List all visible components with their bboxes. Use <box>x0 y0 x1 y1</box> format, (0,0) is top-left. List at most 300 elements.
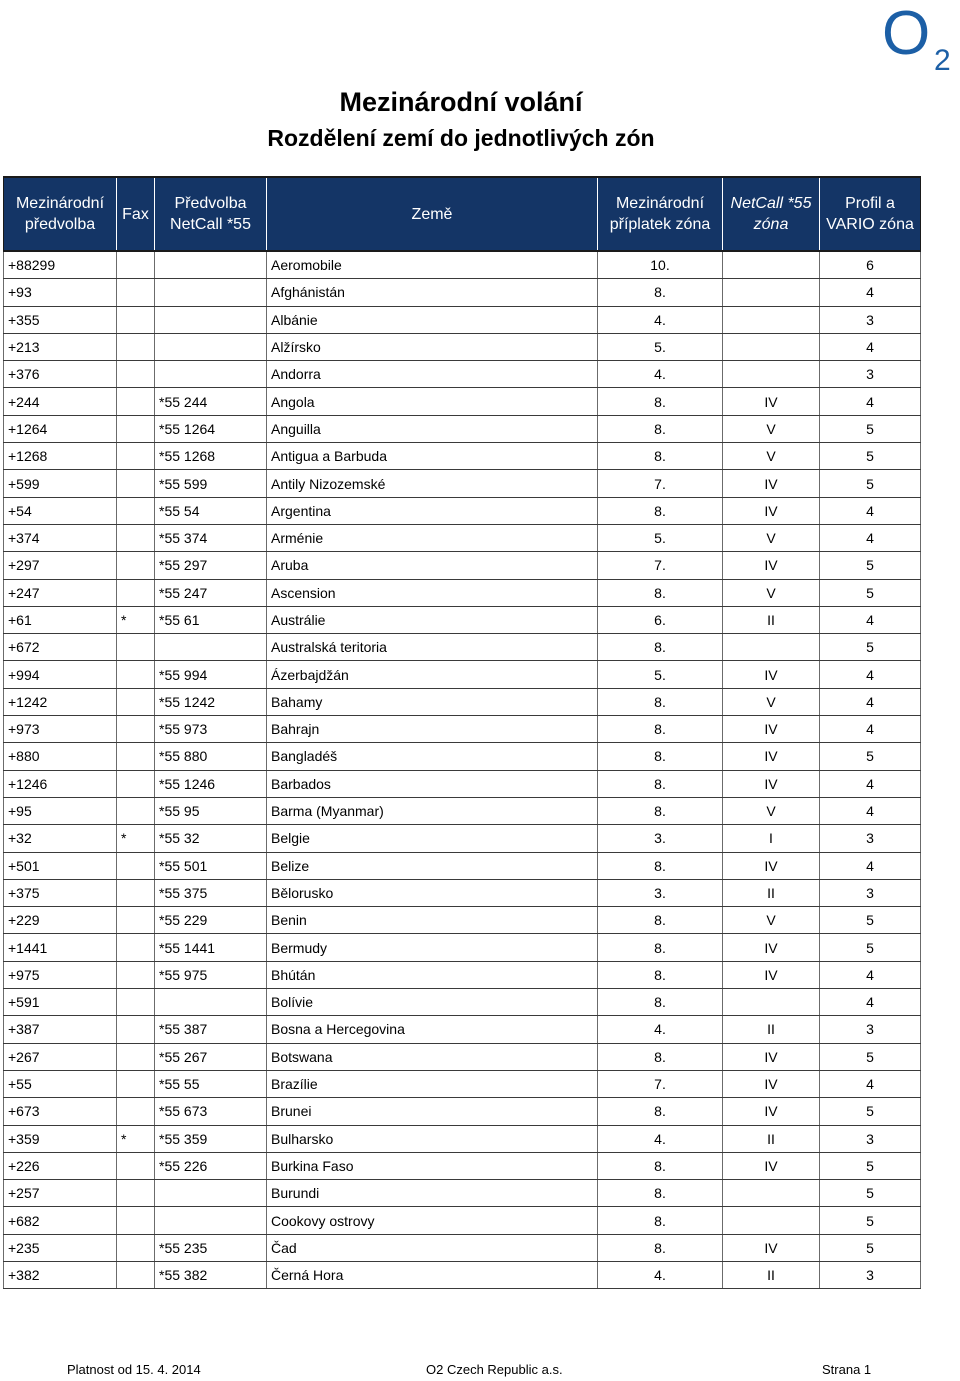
cell-vario-zone: 3 <box>820 825 921 852</box>
cell-prefix: +1264 <box>4 415 117 442</box>
cell-netcall-zone <box>723 361 820 388</box>
table-row <box>4 1152 921 1179</box>
cell-fax <box>117 1098 155 1125</box>
cell-fax <box>117 852 155 879</box>
cell-surcharge-zone: 5. <box>598 524 723 551</box>
cell-prefix: +376 <box>4 361 117 388</box>
cell-netcall-zone: IV <box>723 1152 820 1179</box>
cell-vario-zone: 3 <box>820 306 921 333</box>
table-row <box>4 1043 921 1070</box>
cell-country: Čad <box>267 1234 598 1261</box>
col-header-netcall-zone: NetCall *55 zóna <box>723 177 820 251</box>
cell-country: Brazílie <box>267 1070 598 1097</box>
cell-netcall-zone: IV <box>723 1043 820 1070</box>
cell-prefix: +88299 <box>4 251 117 279</box>
cell-surcharge-zone: 4. <box>598 1261 723 1288</box>
cell-vario-zone: 5 <box>820 743 921 770</box>
cell-netcall-prefix: *55 501 <box>155 852 267 879</box>
cell-vario-zone: 4 <box>820 524 921 551</box>
cell-netcall-prefix: *55 61 <box>155 606 267 633</box>
cell-vario-zone: 4 <box>820 606 921 633</box>
table-row <box>4 333 921 360</box>
table-row <box>4 1016 921 1043</box>
cell-netcall-zone: IV <box>723 961 820 988</box>
cell-prefix: +382 <box>4 1261 117 1288</box>
cell-surcharge-zone: 4. <box>598 361 723 388</box>
cell-prefix: +501 <box>4 852 117 879</box>
cell-vario-zone: 3 <box>820 1016 921 1043</box>
cell-prefix: +226 <box>4 1152 117 1179</box>
cell-country: Belize <box>267 852 598 879</box>
cell-prefix: +880 <box>4 743 117 770</box>
cell-netcall-zone: II <box>723 1125 820 1152</box>
cell-prefix: +95 <box>4 797 117 824</box>
table-row <box>4 443 921 470</box>
cell-netcall-prefix <box>155 989 267 1016</box>
cell-surcharge-zone: 7. <box>598 470 723 497</box>
cell-surcharge-zone: 8. <box>598 852 723 879</box>
table-row <box>4 907 921 934</box>
table-row <box>4 497 921 524</box>
cell-country: Bělorusko <box>267 879 598 906</box>
cell-fax <box>117 306 155 333</box>
cell-netcall-zone <box>723 1207 820 1234</box>
cell-vario-zone: 4 <box>820 388 921 415</box>
cell-netcall-zone: II <box>723 879 820 906</box>
cell-prefix: +54 <box>4 497 117 524</box>
cell-fax <box>117 716 155 743</box>
cell-vario-zone: 6 <box>820 251 921 279</box>
table-row <box>4 661 921 688</box>
cell-surcharge-zone: 8. <box>598 279 723 306</box>
cell-netcall-zone <box>723 1180 820 1207</box>
cell-fax <box>117 661 155 688</box>
cell-prefix: +1441 <box>4 934 117 961</box>
cell-surcharge-zone: 4. <box>598 1125 723 1152</box>
footer-page-number: Strana 1 <box>822 1362 872 1377</box>
cell-surcharge-zone: 8. <box>598 989 723 1016</box>
col-header-prefix: Mezinárodní předvolba <box>4 177 117 251</box>
cell-netcall-zone <box>723 279 820 306</box>
table-row <box>4 415 921 442</box>
cell-surcharge-zone: 8. <box>598 497 723 524</box>
cell-fax <box>117 279 155 306</box>
cell-surcharge-zone: 8. <box>598 1152 723 1179</box>
cell-country: Antigua a Barbuda <box>267 443 598 470</box>
cell-country: Cookovy ostrovy <box>267 1207 598 1234</box>
cell-country: Bosna a Hercegovina <box>267 1016 598 1043</box>
cell-country: Anguilla <box>267 415 598 442</box>
o2-logo <box>880 0 956 74</box>
cell-vario-zone: 3 <box>820 1125 921 1152</box>
page-subtitle: Rozdělení zemí do jednotlivých zón <box>267 125 655 151</box>
cell-fax <box>117 1152 155 1179</box>
cell-netcall-prefix: *55 32 <box>155 825 267 852</box>
cell-prefix: +32 <box>4 825 117 852</box>
cell-fax <box>117 415 155 442</box>
table-row <box>4 1207 921 1234</box>
cell-vario-zone: 4 <box>820 661 921 688</box>
cell-fax <box>117 634 155 661</box>
table-row <box>4 688 921 715</box>
cell-fax <box>117 879 155 906</box>
cell-country: Botswana <box>267 1043 598 1070</box>
cell-fax <box>117 961 155 988</box>
cell-surcharge-zone: 8. <box>598 743 723 770</box>
cell-netcall-prefix: *55 375 <box>155 879 267 906</box>
table-row <box>4 743 921 770</box>
cell-vario-zone: 5 <box>820 415 921 442</box>
cell-netcall-prefix <box>155 306 267 333</box>
cell-country: Bulharsko <box>267 1125 598 1152</box>
cell-netcall-prefix <box>155 1207 267 1234</box>
table-row <box>4 852 921 879</box>
cell-surcharge-zone: 8. <box>598 634 723 661</box>
table-row <box>4 1234 921 1261</box>
cell-prefix: +267 <box>4 1043 117 1070</box>
footer-company: O2 Czech Republic a.s. <box>426 1362 563 1377</box>
table-row <box>4 797 921 824</box>
cell-fax <box>117 1180 155 1207</box>
cell-surcharge-zone: 3. <box>598 825 723 852</box>
cell-surcharge-zone: 8. <box>598 443 723 470</box>
cell-surcharge-zone: 8. <box>598 1043 723 1070</box>
cell-netcall-prefix: *55 226 <box>155 1152 267 1179</box>
cell-netcall-zone: V <box>723 688 820 715</box>
cell-prefix: +55 <box>4 1070 117 1097</box>
cell-country: Bermudy <box>267 934 598 961</box>
cell-country: Afghánistán <box>267 279 598 306</box>
cell-prefix: +682 <box>4 1207 117 1234</box>
cell-fax <box>117 443 155 470</box>
cell-netcall-prefix: *55 1264 <box>155 415 267 442</box>
cell-vario-zone: 4 <box>820 333 921 360</box>
table-row <box>4 770 921 797</box>
table-row <box>4 251 921 279</box>
cell-country: Antily Nizozemské <box>267 470 598 497</box>
cell-surcharge-zone: 8. <box>598 961 723 988</box>
cell-netcall-prefix: *55 229 <box>155 907 267 934</box>
table-row <box>4 524 921 551</box>
cell-vario-zone: 5 <box>820 1043 921 1070</box>
cell-netcall-zone: IV <box>723 852 820 879</box>
table-row <box>4 825 921 852</box>
cell-country: Angola <box>267 388 598 415</box>
cell-country: Ázerbajdžán <box>267 661 598 688</box>
cell-vario-zone: 5 <box>820 1180 921 1207</box>
cell-netcall-prefix: *55 673 <box>155 1098 267 1125</box>
cell-netcall-zone <box>723 333 820 360</box>
cell-netcall-zone <box>723 251 820 279</box>
cell-netcall-prefix: *55 1441 <box>155 934 267 961</box>
cell-surcharge-zone: 8. <box>598 797 723 824</box>
cell-prefix: +247 <box>4 579 117 606</box>
cell-vario-zone: 4 <box>820 716 921 743</box>
cell-country: Austrálie <box>267 606 598 633</box>
cell-vario-zone: 5 <box>820 934 921 961</box>
cell-surcharge-zone: 8. <box>598 388 723 415</box>
cell-surcharge-zone: 8. <box>598 1234 723 1261</box>
cell-fax <box>117 934 155 961</box>
cell-country: Bangladéš <box>267 743 598 770</box>
cell-country: Argentina <box>267 497 598 524</box>
cell-vario-zone: 5 <box>820 552 921 579</box>
cell-surcharge-zone: 8. <box>598 1207 723 1234</box>
cell-vario-zone: 5 <box>820 1098 921 1125</box>
cell-prefix: +355 <box>4 306 117 333</box>
cell-netcall-prefix: *55 880 <box>155 743 267 770</box>
cell-netcall-zone: IV <box>723 743 820 770</box>
cell-netcall-prefix: *55 1242 <box>155 688 267 715</box>
cell-country: Albánie <box>267 306 598 333</box>
cell-vario-zone: 4 <box>820 279 921 306</box>
cell-netcall-prefix <box>155 333 267 360</box>
cell-prefix: +235 <box>4 1234 117 1261</box>
cell-fax <box>117 1261 155 1288</box>
cell-surcharge-zone: 8. <box>598 579 723 606</box>
cell-vario-zone: 5 <box>820 470 921 497</box>
table-row <box>4 1261 921 1288</box>
cell-fax <box>117 251 155 279</box>
cell-surcharge-zone: 8. <box>598 415 723 442</box>
table-header-row <box>4 177 921 251</box>
cell-vario-zone: 4 <box>820 1070 921 1097</box>
cell-netcall-zone: II <box>723 606 820 633</box>
cell-netcall-prefix: *55 235 <box>155 1234 267 1261</box>
cell-netcall-zone: IV <box>723 552 820 579</box>
cell-prefix: +1242 <box>4 688 117 715</box>
cell-country: Arménie <box>267 524 598 551</box>
table-row <box>4 1125 921 1152</box>
zone-table <box>3 176 921 1289</box>
cell-netcall-prefix: *55 244 <box>155 388 267 415</box>
cell-vario-zone: 3 <box>820 1261 921 1288</box>
cell-surcharge-zone: 6. <box>598 606 723 633</box>
cell-prefix: +359 <box>4 1125 117 1152</box>
cell-prefix: +213 <box>4 333 117 360</box>
cell-netcall-prefix: *55 54 <box>155 497 267 524</box>
cell-country: Andorra <box>267 361 598 388</box>
cell-prefix: +374 <box>4 524 117 551</box>
cell-prefix: +61 <box>4 606 117 633</box>
cell-prefix: +1246 <box>4 770 117 797</box>
cell-fax: * <box>117 1125 155 1152</box>
cell-fax <box>117 388 155 415</box>
cell-netcall-zone: V <box>723 579 820 606</box>
table-row <box>4 470 921 497</box>
cell-country: Burkina Faso <box>267 1152 598 1179</box>
cell-netcall-zone: IV <box>723 716 820 743</box>
cell-surcharge-zone: 8. <box>598 716 723 743</box>
cell-surcharge-zone: 7. <box>598 552 723 579</box>
page-title: Mezinárodní volání <box>339 87 583 117</box>
cell-netcall-zone: IV <box>723 1234 820 1261</box>
cell-prefix: +229 <box>4 907 117 934</box>
cell-netcall-zone: IV <box>723 388 820 415</box>
cell-netcall-zone: IV <box>723 497 820 524</box>
table-row <box>4 934 921 961</box>
cell-vario-zone: 4 <box>820 688 921 715</box>
cell-netcall-zone: IV <box>723 661 820 688</box>
cell-netcall-prefix: *55 95 <box>155 797 267 824</box>
table-row <box>4 879 921 906</box>
cell-prefix: +1268 <box>4 443 117 470</box>
col-header-country: Země <box>267 177 598 251</box>
cell-country: Ascension <box>267 579 598 606</box>
cell-prefix: +375 <box>4 879 117 906</box>
cell-surcharge-zone: 7. <box>598 1070 723 1097</box>
cell-netcall-prefix: *55 55 <box>155 1070 267 1097</box>
cell-surcharge-zone: 8. <box>598 907 723 934</box>
cell-country: Burundi <box>267 1180 598 1207</box>
cell-prefix: +387 <box>4 1016 117 1043</box>
cell-prefix: +975 <box>4 961 117 988</box>
cell-prefix: +244 <box>4 388 117 415</box>
cell-country: Brunei <box>267 1098 598 1125</box>
cell-surcharge-zone: 10. <box>598 251 723 279</box>
cell-fax: * <box>117 606 155 633</box>
cell-vario-zone: 4 <box>820 989 921 1016</box>
o2-logo-letter: O <box>882 0 931 68</box>
cell-netcall-prefix <box>155 634 267 661</box>
cell-netcall-zone: IV <box>723 470 820 497</box>
cell-netcall-zone: V <box>723 524 820 551</box>
cell-surcharge-zone: 5. <box>598 661 723 688</box>
cell-fax <box>117 1016 155 1043</box>
cell-fax <box>117 579 155 606</box>
cell-netcall-zone: IV <box>723 1098 820 1125</box>
cell-netcall-zone: V <box>723 907 820 934</box>
cell-netcall-zone: II <box>723 1261 820 1288</box>
cell-country: Aeromobile <box>267 251 598 279</box>
cell-netcall-prefix: *55 374 <box>155 524 267 551</box>
cell-netcall-zone <box>723 634 820 661</box>
cell-netcall-zone <box>723 306 820 333</box>
cell-netcall-prefix: *55 599 <box>155 470 267 497</box>
table-row <box>4 279 921 306</box>
cell-fax <box>117 1043 155 1070</box>
table-row <box>4 1098 921 1125</box>
table-row <box>4 1180 921 1207</box>
cell-surcharge-zone: 8. <box>598 770 723 797</box>
cell-netcall-prefix: *55 267 <box>155 1043 267 1070</box>
col-header-netcall-prefix: Předvolba NetCall *55 <box>155 177 267 251</box>
cell-fax <box>117 470 155 497</box>
cell-prefix: +297 <box>4 552 117 579</box>
cell-fax <box>117 743 155 770</box>
cell-country: Bhútán <box>267 961 598 988</box>
table-row <box>4 606 921 633</box>
cell-country: Černá Hora <box>267 1261 598 1288</box>
cell-prefix: +93 <box>4 279 117 306</box>
cell-country: Aruba <box>267 552 598 579</box>
cell-netcall-zone: IV <box>723 770 820 797</box>
cell-netcall-prefix: *55 975 <box>155 961 267 988</box>
cell-country: Australská teritoria <box>267 634 598 661</box>
cell-fax <box>117 688 155 715</box>
cell-prefix: +591 <box>4 989 117 1016</box>
cell-netcall-zone: IV <box>723 1070 820 1097</box>
cell-netcall-zone: V <box>723 415 820 442</box>
cell-netcall-prefix: *55 973 <box>155 716 267 743</box>
cell-vario-zone: 4 <box>820 852 921 879</box>
cell-country: Belgie <box>267 825 598 852</box>
cell-netcall-zone: I <box>723 825 820 852</box>
cell-netcall-prefix <box>155 279 267 306</box>
cell-fax <box>117 1070 155 1097</box>
table-row <box>4 634 921 661</box>
cell-surcharge-zone: 3. <box>598 879 723 906</box>
col-header-vario-zone: Profil a VARIO zóna <box>820 177 921 251</box>
cell-netcall-prefix <box>155 361 267 388</box>
cell-vario-zone: 5 <box>820 907 921 934</box>
cell-vario-zone: 5 <box>820 1207 921 1234</box>
cell-fax <box>117 907 155 934</box>
cell-netcall-zone: IV <box>723 934 820 961</box>
cell-surcharge-zone: 8. <box>598 688 723 715</box>
o2-logo-subscript: 2 <box>934 44 951 74</box>
cell-netcall-prefix: *55 1246 <box>155 770 267 797</box>
cell-country: Bolívie <box>267 989 598 1016</box>
cell-country: Bahamy <box>267 688 598 715</box>
table-row <box>4 716 921 743</box>
cell-netcall-prefix: *55 297 <box>155 552 267 579</box>
table-row <box>4 552 921 579</box>
cell-vario-zone: 5 <box>820 443 921 470</box>
cell-surcharge-zone: 8. <box>598 1180 723 1207</box>
col-header-surcharge-zone: Mezinárodní příplatek zóna <box>598 177 723 251</box>
cell-netcall-zone: V <box>723 797 820 824</box>
cell-fax <box>117 1234 155 1261</box>
cell-fax <box>117 989 155 1016</box>
cell-prefix: +673 <box>4 1098 117 1125</box>
cell-netcall-prefix: *55 994 <box>155 661 267 688</box>
footer-validity: Platnost od 15. 4. 2014 <box>67 1362 201 1377</box>
cell-vario-zone: 5 <box>820 634 921 661</box>
cell-country: Barbados <box>267 770 598 797</box>
table-row <box>4 388 921 415</box>
cell-netcall-zone: V <box>723 443 820 470</box>
cell-country: Bahrajn <box>267 716 598 743</box>
cell-fax <box>117 797 155 824</box>
cell-surcharge-zone: 8. <box>598 1098 723 1125</box>
table-row <box>4 361 921 388</box>
cell-fax <box>117 497 155 524</box>
table-body <box>4 251 921 1289</box>
cell-prefix: +257 <box>4 1180 117 1207</box>
cell-vario-zone: 3 <box>820 879 921 906</box>
cell-netcall-zone: II <box>723 1016 820 1043</box>
cell-netcall-zone <box>723 989 820 1016</box>
cell-prefix: +672 <box>4 634 117 661</box>
cell-vario-zone: 4 <box>820 797 921 824</box>
cell-fax <box>117 361 155 388</box>
cell-vario-zone: 5 <box>820 1234 921 1261</box>
cell-netcall-prefix: *55 382 <box>155 1261 267 1288</box>
cell-netcall-prefix: *55 359 <box>155 1125 267 1152</box>
cell-vario-zone: 3 <box>820 361 921 388</box>
cell-surcharge-zone: 5. <box>598 333 723 360</box>
cell-netcall-prefix <box>155 1180 267 1207</box>
cell-country: Alžírsko <box>267 333 598 360</box>
cell-netcall-prefix: *55 387 <box>155 1016 267 1043</box>
cell-fax: * <box>117 825 155 852</box>
cell-prefix: +994 <box>4 661 117 688</box>
cell-vario-zone: 5 <box>820 579 921 606</box>
cell-vario-zone: 4 <box>820 497 921 524</box>
cell-fax <box>117 1207 155 1234</box>
table-row <box>4 961 921 988</box>
